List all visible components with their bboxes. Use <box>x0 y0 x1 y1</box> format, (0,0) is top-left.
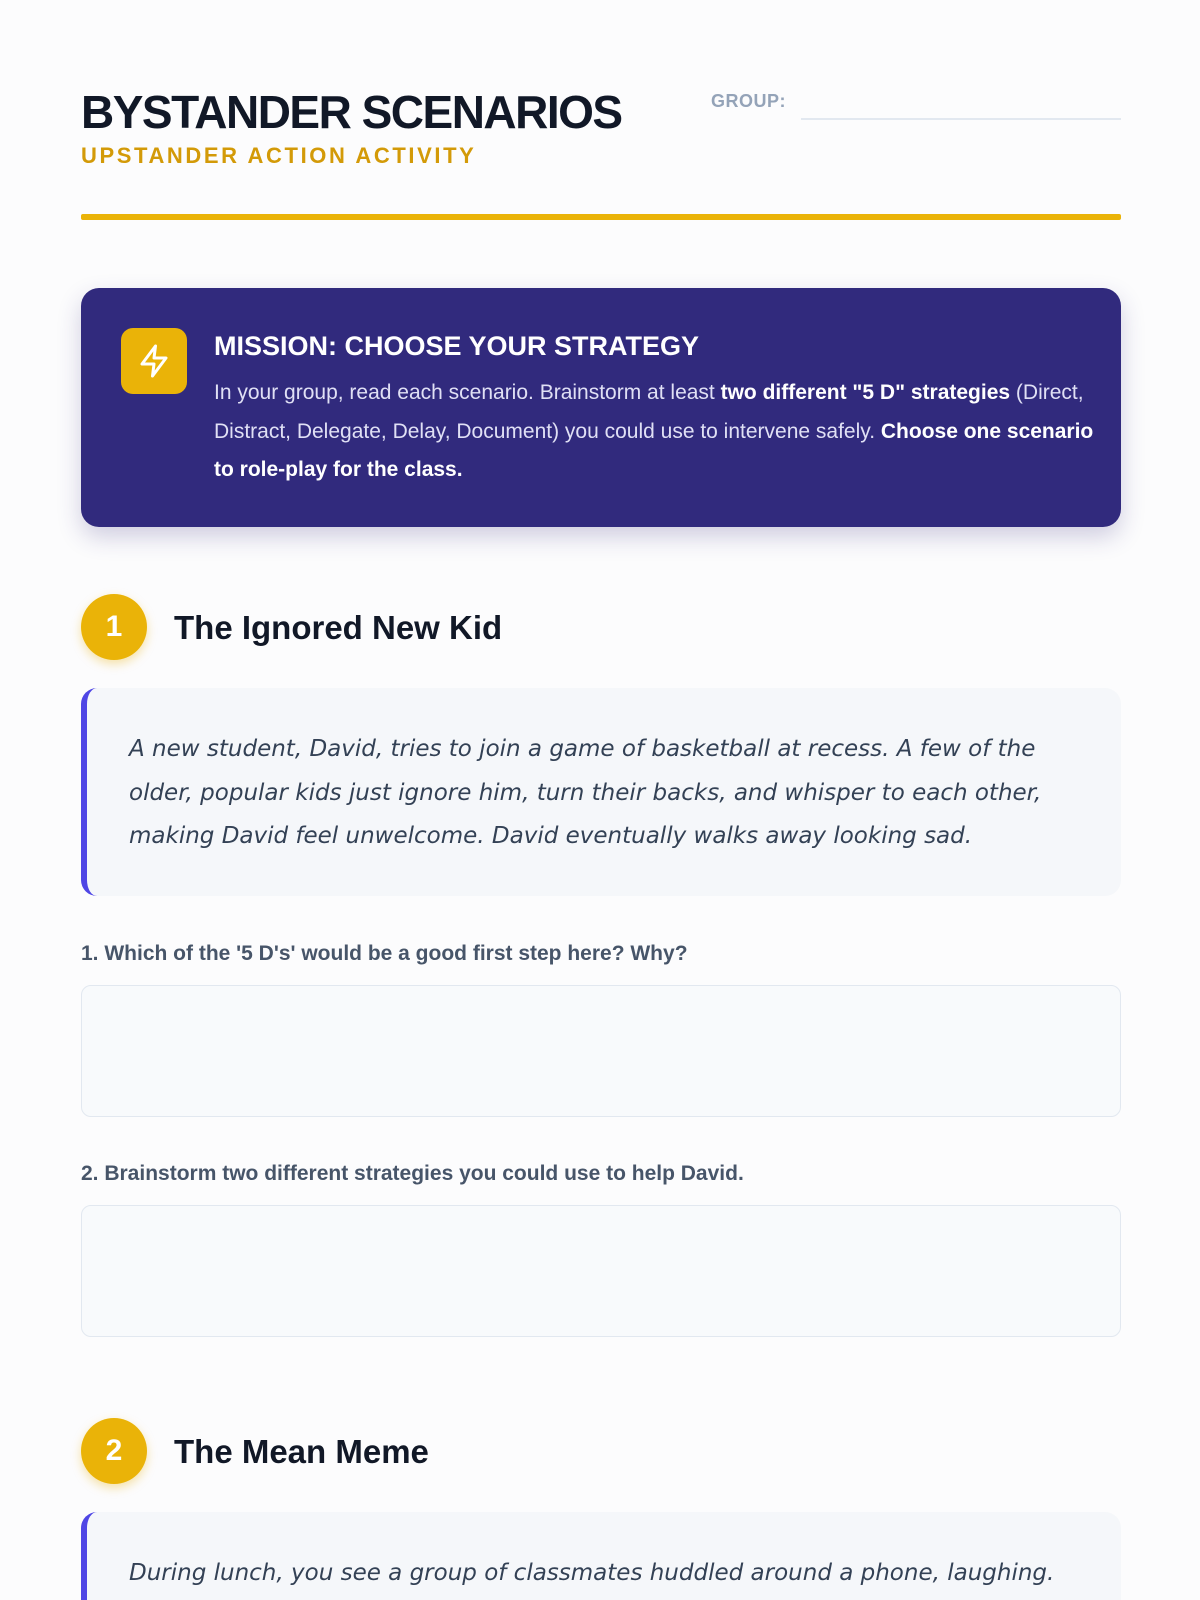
group-name-field[interactable] <box>801 118 1121 120</box>
group-label: GROUP: <box>711 91 786 111</box>
lightning-bolt-icon <box>121 328 187 394</box>
header-divider <box>81 214 1121 220</box>
page-title: BYSTANDER SCENARIOS <box>81 86 622 138</box>
scenario-1-question-1: 1. Which of the '5 D's' would be a good first step here? Why? <box>81 942 688 965</box>
worksheet-header <box>81 84 1121 220</box>
mission-instructions: In your group, read each scenario. Brainstorm at least two different "5 D" strategies (Direct, Distract, Delegate, Delay, Document) you could use to intervene safely. Choose one scenario to role-play for the class. <box>214 381 1094 481</box>
scenario-1-story-card <box>81 688 1121 896</box>
scenario-title: The Ignored New Kid <box>174 609 503 646</box>
answer-box-1[interactable] <box>81 985 1121 1117</box>
scenario-2-header <box>81 1418 1121 1486</box>
scenario-2-story-card <box>81 1512 1121 1600</box>
scenario-number-badge: 1 <box>81 594 147 660</box>
mission-title: MISSION: CHOOSE YOUR STRATEGY <box>214 331 700 361</box>
scenario-story: During lunch, you see a group of classmates huddled around a phone, laughing. <box>129 1560 1055 1586</box>
scenario-number-badge: 2 <box>81 1418 147 1484</box>
scenario-title: The Mean Meme <box>174 1433 429 1470</box>
page-subtitle: UPSTANDER ACTION ACTIVITY <box>81 143 477 168</box>
answer-box-2[interactable] <box>81 1205 1121 1337</box>
scenario-1-question-2: 2. Brainstorm two different strategies you could use to help David. <box>81 1162 744 1185</box>
scenario-1-header <box>81 594 1121 662</box>
mission-box <box>81 288 1121 527</box>
scenario-story: A new student, David, tries to join a game of basketball at recess. A few of the older, popular kids just ignore him, turn their backs, and whisper to each other, making David feel unwelcome. David eventually walks away looking sad. <box>129 736 1042 849</box>
